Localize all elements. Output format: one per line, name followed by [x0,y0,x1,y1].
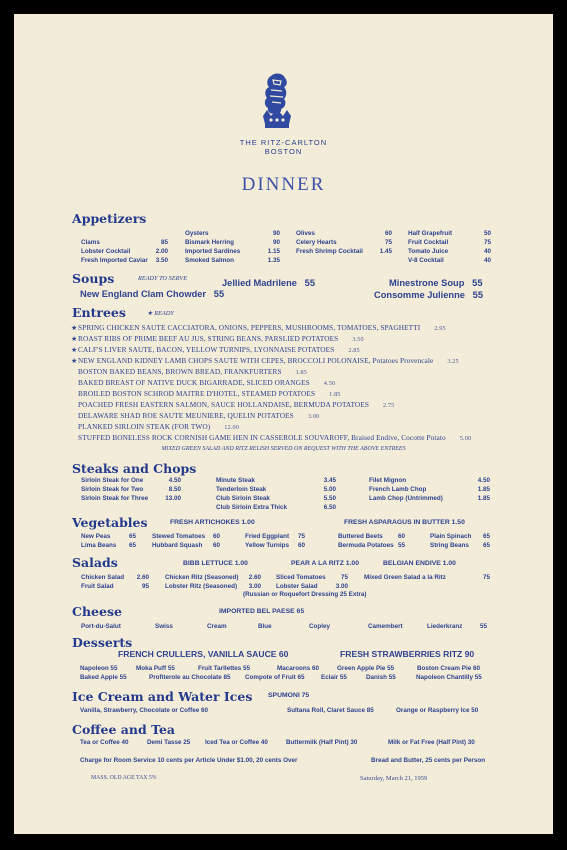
entree-price: 12.00 [224,424,239,431]
entree-name: NEW ENGLAND KIDNEY LAMB CHOPS SAUTE WITH CEPES, BROCCOLI POLONAISE, Potatoes Provencale [78,356,434,365]
appetizer-row: Tomato Juice 40 [408,248,491,255]
cheese-item: Port-du-Salut [81,623,121,630]
entree-item [71,421,501,432]
soups-heading: Soups [72,271,115,286]
appetizer-row: Clams 85 [81,239,168,246]
soup-item: New England Clam Chowder 55 [80,289,225,299]
entree-price: 3.00 [307,413,320,420]
salads-col1: Chicken Salad 2.60 Fruit Salad 95 [81,574,149,590]
menu-date: Saturday, March 21, 1959 [360,775,428,782]
icecream-item: Orange or Raspberry Ice 50 [396,707,479,714]
cheese-item: Blue [258,623,272,630]
entree-item [71,432,501,443]
entree-name: POACHED FRESH EASTERN SALMON, SAUCE HOLLANDAISE, BERMUDA POTATOES [78,400,369,409]
entree-name: BROILED BOSTON SCHROD MAITRE D'HOTEL, STEAMED POTATOES [78,389,316,398]
coffee-item: Tea or Coffee 40 [80,739,129,746]
coffee-item: Demi Tasse 25 [147,739,191,746]
hotel-city: BOSTON [264,147,303,156]
bread-butter-note: Bread and Butter, 25 cents per Person [371,757,486,764]
steak-row: Minute Steak 3.45 [216,477,336,484]
vegetables-heading: Vegetables [72,515,148,530]
entree-name: PLANKED SIRLOIN STEAK (FOR TWO) [78,422,211,431]
entree-name: DELAWARE SHAD ROE SAUTE MEUNIERE, QUELIN POTATOES [78,411,294,420]
appetizer-row: Bismark Herring 90 [185,239,280,246]
soup-item: Consomme Julienne 55 [374,290,484,300]
appetizer-row [81,229,168,238]
desserts-heading: Desserts [72,635,133,650]
soup-item: Minestrone Soup 55 [389,278,483,288]
entree-item [71,333,501,344]
appetizer-row: Fruit Cocktail 75 [408,239,491,246]
vegetables-col1: New Peas 65 Lima Beans 65 [81,533,136,549]
salads-col4: Mixed Green Salad a la Ritz 75 [364,574,490,581]
entree-price: 5.00 [459,435,472,442]
steak-row: Lamb Chop (Untrimmed) 1.85 [369,495,490,502]
lion-crown-logo [257,72,297,134]
steak-row: Club Sirloin Extra Thick 6.50 [216,504,336,511]
entree-list [71,322,501,443]
appetizer-row: Lobster Cocktail 2.00 [81,248,168,255]
dessert-item: Boston Cream Pie 60 [417,665,480,672]
entree-item [71,399,501,410]
salads-feature: PEAR A LA RITZ 1.00 [291,560,359,567]
appetizer-row: Olives 60 [296,230,392,237]
icecream-heading: Ice Cream and Water Ices [72,689,253,704]
cheese-heading: Cheese [72,604,122,619]
entree-item [71,410,501,421]
steak-row: Filet Mignon 4.50 [369,477,490,484]
entree-name: BOSTON BAKED BEANS, BROWN BREAD, FRANKFURTERS [78,367,282,376]
entrees-ready-note: ★ READY [147,310,174,317]
icecream-item: Sultana Roll, Claret Sauce 85 [287,707,374,714]
appetizers-col4 [408,229,491,265]
salads-heading: Salads [72,555,118,570]
cheese-feature: IMPORTED BEL PAESE 65 [219,608,305,615]
vegetables-col2: Stewed Tomatoes 60 Hubbard Squash 60 [152,533,220,549]
vegetables-feature: FRESH ASPARAGUS IN BUTTER 1.50 [344,519,465,526]
appetizers-col3 [296,229,392,256]
dessert-item: Compote of Fruit 65 [245,674,305,681]
entree-name: ROAST RIBS OF PRIME BEEF AU JUS, STRING BEANS, PARSLIED POTATOES [78,334,339,343]
cheese-item: Copley [309,623,330,630]
steaks-heading: Steaks and Chops [72,461,197,476]
entree-item [71,322,501,333]
steaks-col2 [216,476,336,512]
soup-item: Jellied Madrilene 55 [222,278,316,288]
entree-item [71,366,501,377]
entree-name: SPRING CHICKEN SAUTE CACCIATORA, ONIONS, PEPPERS, MUSHROOMS, TOMATOES, SPAGHETTI [78,323,421,332]
appetizer-row: Half Grapefruit 50 [408,230,491,237]
entree-name: STUFFED BONELESS ROCK CORNISH GAME HEN IN CASSEROLE SOUVAROFF, Braised Endive, Cocotte Potato [78,433,446,442]
entree-name: CALF'S LIVER SAUTE, BACON, YELLOW TURNIPS, LYONNAISE POTATOES [78,345,335,354]
star-icon: ★ [147,310,153,317]
cheese-price: 55 [480,623,488,630]
hotel-name: THE RITZ-CARLTON [239,138,328,147]
appetizers-heading: Appetizers [72,211,147,226]
dessert-item: Danish 55 [366,674,396,681]
salads-feature: BIBB LETTUCE 1.00 [183,560,248,567]
entree-price: 3.50 [352,336,364,343]
entree-price: 3.25 [447,358,459,365]
star-icon: ★ [71,335,78,343]
dessert-item: Napoleon Chantilly 55 [416,674,482,681]
dessert-feature: FRENCH CRULLERS, VANILLA SAUCE 60 [118,649,289,659]
entree-name: BAKED BREAST OF NATIVE DUCK BIGARRADE, SLICED ORANGES [78,378,310,387]
cheese-item: Swiss [155,623,173,630]
entrees-footnote: MIXED GREEN SALAD AND RITZ RELISH SERVED ON REQUEST WITH THE ABOVE ENTREES [161,446,406,452]
appetizer-row: V-8 Cocktail 40 [408,257,491,264]
vegetables-col5: Plain Spinach 65 String Beans 65 [430,533,490,549]
entree-price: 4.50 [323,380,336,387]
dessert-feature: FRESH STRAWBERRIES RITZ 90 [340,649,475,659]
steaks-col3 [369,476,490,503]
steak-row: Sirloin Steak for Three 13.00 [81,495,181,502]
steak-row: Sirloin Steak for One 4.50 [81,477,181,484]
appetizers-col2 [185,229,280,265]
vegetables-col3: Fried Eggplant 75 Yellow Turnips 60 [245,533,305,549]
star-icon: ★ [71,346,78,354]
entree-item [71,388,501,399]
dessert-item: Green Apple Pie 55 [337,665,395,672]
coffee-item: Iced Tea or Coffee 40 [205,739,268,746]
appetizer-row: Celery Hearts 75 [296,239,392,246]
appetizer-row: Imported Sardines 1.15 [185,248,280,255]
coffee-heading: Coffee and Tea [72,722,176,737]
entree-price: 2.75 [383,402,395,409]
appetizer-row: Fresh Shrimp Cocktail 1.45 [296,248,392,255]
menu-title: DINNER [241,174,326,195]
steak-row: Sirloin Steak for Two 8.50 [81,486,181,493]
salads-feature: BELGIAN ENDIVE 1.00 [383,560,456,567]
dessert-item: Fruit Tarllettes 55 [198,665,251,672]
vegetables-col4: Buttered Beets 60 Bermuda Potatoes 55 [338,533,405,549]
entree-price: 1.85 [329,391,341,398]
room-service-note: Charge for Room Service 10 cents per Article Under $1.00, 20 cents Over [80,757,298,764]
dessert-item: Eclair 55 [321,674,347,681]
entree-item [71,377,501,388]
cheese-item: Cream [207,623,227,630]
dessert-item: Macaroons 60 [277,665,319,672]
entrees-heading: Entrees [72,305,126,320]
entree-item [71,344,501,355]
soups-note: READY TO SERVE [138,275,188,282]
steak-row: Tenderloin Steak 5.00 [216,486,336,493]
icecream-item: Vanilla, Strawberry, Chocolate or Coffee 60 [80,707,208,714]
entree-price: 2.95 [434,325,446,332]
star-icon: ★ [71,357,78,365]
steak-row: Club Sirloin Steak 5.50 [216,495,336,502]
salads-col3: Sliced Tomatoes 75 Lobster Salad 3.00 [276,574,348,590]
appetizer-row: Oysters 90 [185,230,280,237]
appetizer-row: Fresh Imported Caviar 3.50 [81,257,168,264]
salads-col2: Chicken Ritz (Seasoned) 2.60 Lobster Ritz (Seasoned) 3.00 [165,574,261,590]
vegetables-feature: FRESH ARTICHOKES 1.00 [170,519,255,526]
entree-price: 2.85 [348,347,360,354]
cheese-item: Liederkranz [427,623,463,630]
steak-row: French Lamb Chop 1.85 [369,486,490,493]
coffee-item: Buttermilk (Half Pint) 30 [286,739,358,746]
icecream-feature: SPUMONI 75 [268,692,310,699]
dessert-item: Baked Apple 55 [80,674,127,681]
dessert-item: Moka Puff 55 [136,665,175,672]
dessert-item: Profiterole au Chocolate 85 [149,674,231,681]
appetizer-row: Smoked Salmon 1.35 [185,257,280,264]
salads-dressing-note: (Russian or Roquefort Dressing 25 Extra) [243,591,367,598]
coffee-item: Milk or Fat Free (Half Pint) 30 [388,739,475,746]
cheese-item: Camembert [368,623,403,630]
entree-price: 1.85 [295,369,308,376]
star-icon: ★ [71,324,78,332]
tax-note: MASS. OLD AGE TAX 5% [91,775,157,781]
steaks-col1 [81,476,181,503]
appetizers-col1 [81,229,168,265]
entree-item [71,355,501,366]
dessert-item: Napoleon 55 [80,665,118,672]
